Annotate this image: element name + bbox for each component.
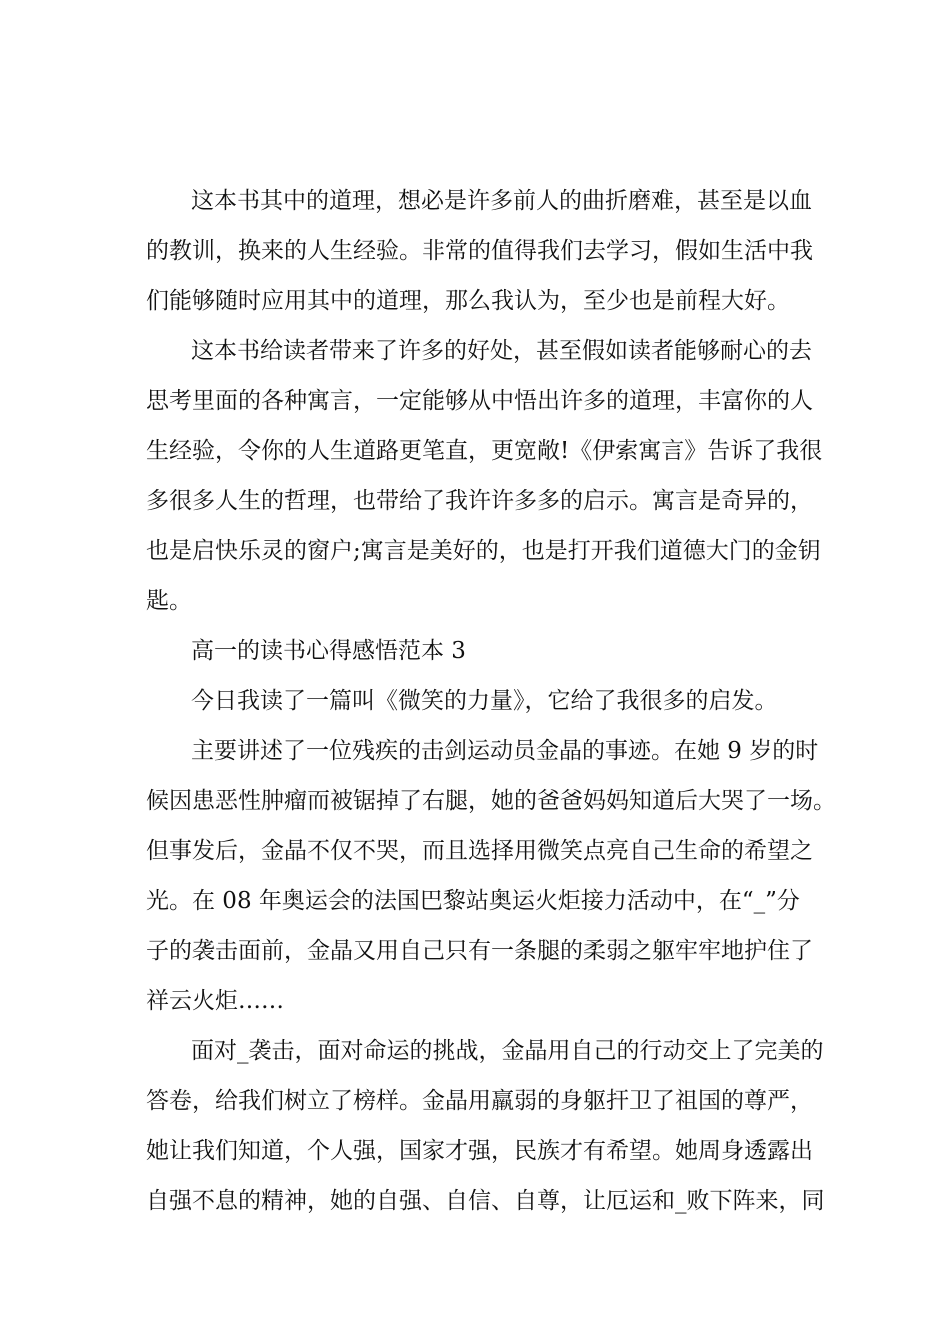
text-line: 思考里面的各种寓言，一定能够从中悟出许多的道理，丰富你的人 — [146, 388, 813, 414]
text-line: 但事发后，金晶不仅不哭，而且选择用微笑点亮自己生命的希望之 — [146, 838, 813, 864]
text-line: 自强不息的精神，她的自强、自信、自尊，让厄运和_败下阵来，同 — [146, 1188, 825, 1214]
text-line: 子的袭击面前，金晶又用自己只有一条腿的柔弱之躯牢牢地护住了 — [146, 938, 813, 964]
text-line: 候因患恶性肿瘤而被锯掉了右腿，她的爸爸妈妈知道后大哭了一场。 — [146, 788, 836, 814]
text-line: 匙。 — [146, 588, 192, 614]
text-line: 祥云火炬…… — [146, 988, 284, 1014]
text-line: 的教训，换来的人生经验。非常的值得我们去学习，假如生活中我 — [146, 238, 813, 264]
text-line: 也是启快乐灵的窗户;寓言是美好的，也是打开我们道德大门的金钥 — [146, 538, 821, 564]
text-line: 光。在 08 年奥运会的法国巴黎站奥运火炬接力活动中，在“_”分 — [146, 888, 800, 914]
text-line: 这本书给读者带来了许多的好处，甚至假如读者能够耐心的去 — [191, 338, 812, 364]
section-heading: 高一的读书心得感悟范本 3 — [191, 638, 466, 664]
text-line: 答卷，给我们树立了榜样。金晶用羸弱的身躯扞卫了祖国的尊严， — [146, 1088, 813, 1114]
text-line: 主要讲述了一位残疾的击剑运动员金晶的事迹。在她 9 岁的时 — [191, 738, 819, 764]
text-line: 多很多人生的哲理，也带给了我许许多多的启示。寓言是奇异的， — [146, 488, 813, 514]
text-line: 生经验，令你的人生道路更笔直，更宽敞!《伊索寓言》告诉了我很 — [146, 438, 823, 464]
text-line: 今日我读了一篇叫《微笑的力量》，它给了我很多的启发。 — [191, 688, 778, 714]
text-line: 们能够随时应用其中的道理，那么我认为，至少也是前程大好。 — [146, 288, 790, 314]
text-line: 这本书其中的道理，想必是许多前人的曲折磨难，甚至是以血 — [191, 188, 812, 214]
text-line: 面对_袭击，面对命运的挑战，金晶用自己的行动交上了完美的 — [191, 1038, 824, 1064]
text-line: 她让我们知道，个人强，国家才强，民族才有希望。她周身透露出 — [146, 1138, 813, 1164]
